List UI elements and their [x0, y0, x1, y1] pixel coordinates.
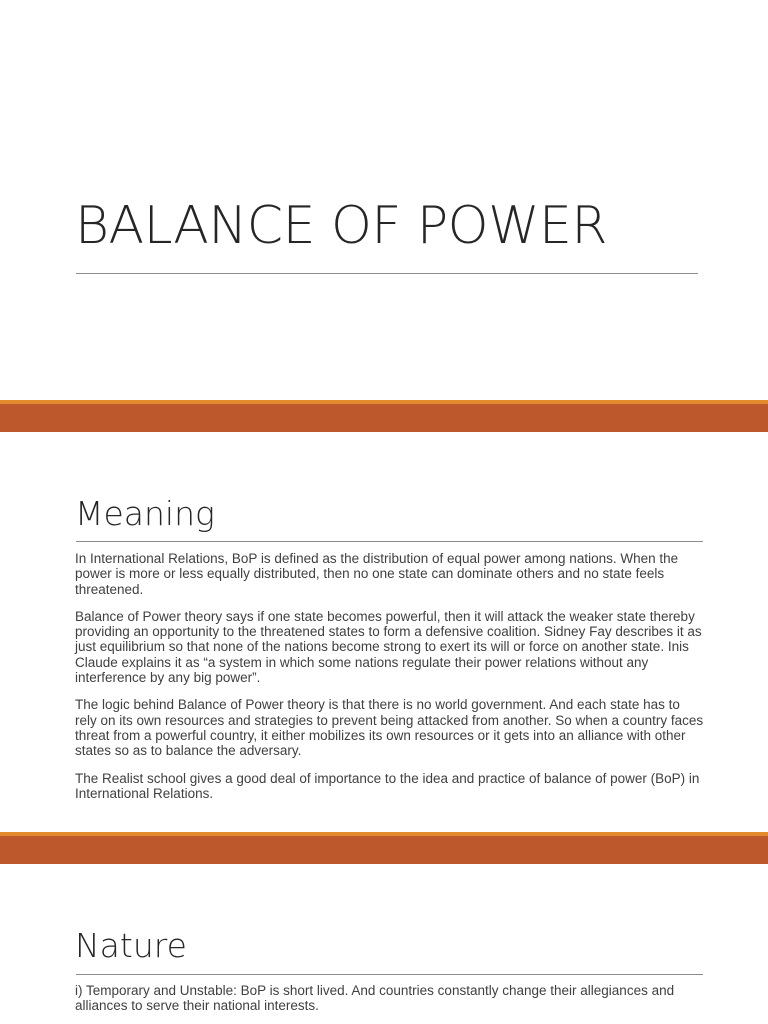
- meaning-slide: [0, 432, 768, 832]
- slide-separator-band: [0, 400, 768, 432]
- meaning-heading: Meaning: [75, 494, 215, 533]
- nature-heading-divider: [76, 974, 703, 975]
- title-underline-divider: [76, 273, 698, 274]
- nature-slide: [0, 864, 768, 1024]
- meaning-paragraph: The logic behind Balance of Power theory is that there is no world government. And each state has to rely on its own resources and strategies to prevent being attacked from another. So when a country faces threat from a powerful country, it either mobilizes its own resources or it gets into an alliance with other states so as to balance the adversary.: [75, 697, 704, 759]
- meaning-paragraph: In International Relations, BoP is defined as the distribution of equal power among nations. When the power is more or less equally distributed, then no one state can dominate others and no state feels threatened.: [75, 551, 679, 597]
- meaning-paragraph: The Realist school gives a good deal of importance to the idea and practice of balance of power (BoP) in International Relations.: [75, 770, 700, 801]
- meaning-paragraph: Balance of Power theory says if one state becomes powerful, then it will attack the weaker state thereby providing an opportunity to the threatened states to form a defensive coalition. Sidney Fay describes it as just equilibrium so that none of the nations become strong to exert its will or force on another state. Inis Claude explains it as “a system in which some nations regulate their power relations without any interference by any big power”.: [75, 608, 702, 686]
- title-slide: [0, 0, 768, 400]
- meaning-heading-divider: [76, 541, 703, 542]
- meaning-body: [75, 551, 705, 813]
- nature-heading: Nature: [75, 926, 187, 965]
- presentation-title: BALANCE OF POWER: [75, 196, 608, 256]
- nature-paragraph: i) Temporary and Unstable: BoP is short lived. And countries constantly change their allegiances and alliances to serve their national interests.: [75, 983, 675, 1014]
- nature-body: [75, 983, 705, 1024]
- slide-separator-band: [0, 832, 768, 864]
